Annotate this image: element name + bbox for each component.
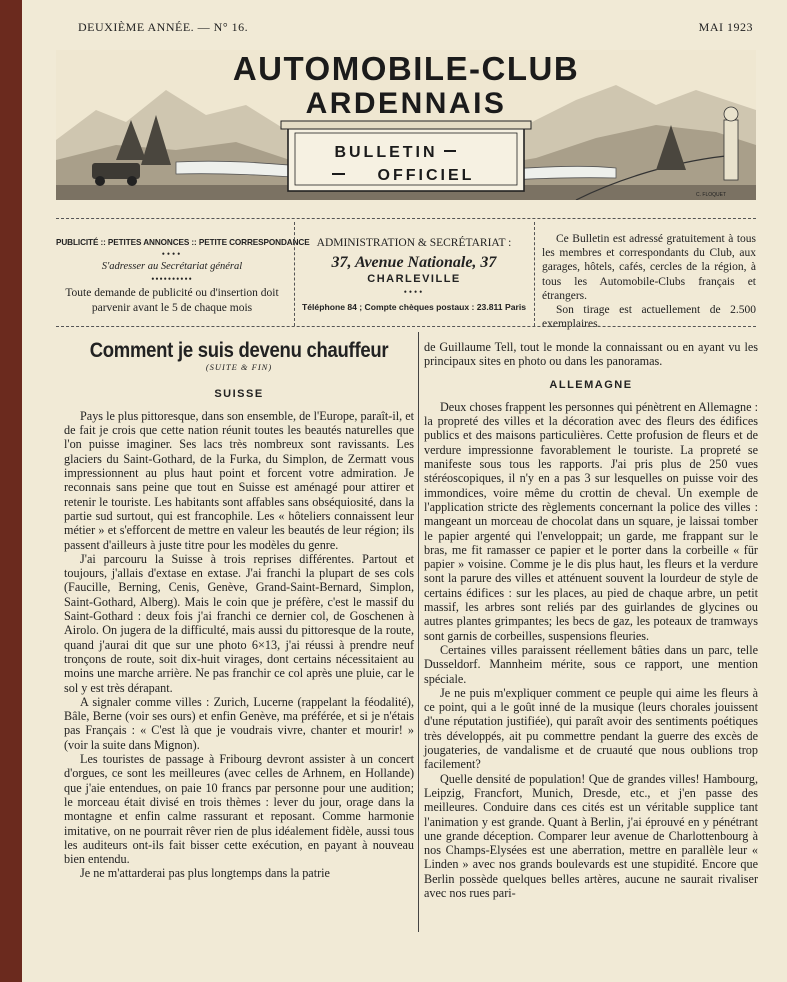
print-run-text: Son tirage est actuellement de 2.500 exemplaires. — [542, 304, 756, 331]
services-line: PUBLICITÉ :: PETITES ANNONCES :: PETITE CORRESPONDANCE — [56, 238, 310, 247]
paragraph: Deux choses frappent les personnes qui pénètrent en Allemagne : la propreté des villes et la décoration avec des fleurs des édifices publics et des maisons particulières. Cette profusion de fleurs et de verdure impressionne favorablement le touriste. La propreté se manifeste sous tous les rapports. J'ai pris plus de 250 vues stéréoscopiques, il n'y en a pas 3 sur lesquelles on puisse voir des immondices, voire même du crottin de cheval. Un exemple de l'application stricte des règlements concernant la police des villes : mangeant un morceau de chocolat dans un square, je laissai tomber le papier argenté qui l'enveloppait; un garde, me frappant sur le bras, me fit ramasser ce papier et le porter dans la corbeille « für papier » voisine. Comme je le dis plus haut, les fleurs et la verdure sont la parure des villes et atténuent souvent la lourdeur de style de certains édifices : sur les places, au pied de chaque arbre, un petit massif, les arbres sont reliés par des guirlandes de glycines ou autres plantes grimpantes; les becs de gaz, les poteaux de tramways sont garnis de corbeilles, suspensions fleuries. — [424, 399, 758, 643]
advertising-box: PUBLICITÉ :: PETITES ANNONCES :: PETITE CORRESPONDANCE •••• S'adresser au Secrétariat général •••••••••• Toute demande de publicité ou d'insertion doit parvenir avant le 5 de chaque mois — [56, 238, 310, 314]
masthead-title-2: ARDENNAIS — [305, 87, 507, 120]
newspaper-page — [22, 0, 787, 982]
officiel-label: OFFICIEL — [377, 167, 475, 184]
paragraph: Je ne puis m'expliquer comment ce peuple qui aime les fleurs à ce point, qui a le goût inné de la musique (leurs chorales jouissent d'une réputation justifiée), qui paraît avoir des sentiments poétiques très développés, ait pu commettre pendant la guerre des excès de jougateries, de vandalisme et de cruauté que nous oublions trop facilement? — [424, 685, 758, 772]
admin-city: CHARLEVILLE — [367, 273, 461, 286]
deadline-note: Toute demande de publicité ou d'insertion doit parvenir avant le 5 de chaque mois — [65, 287, 279, 314]
paragraph: Quelle densité de population! Que de grandes villes! Hambourg, Leipzig, Francfort, Munich, Dresde, etc., et j'en passe des meilleures. Conduire dans ces cités est un véritable supplice tant l'animation y est grande. Quant à Berlin, j'ai éprouvé en y pénétrant une grande déception. Comparer leur avenue de Charlottenbourg à nos Champs-Elysées est une aberration, mettre en parallèle leur « Linden » avec nos grands boulevards est une stupidité. Encore que Berlin possède quelques belles artères, aucune ne saurait rivaliser avec nos rues pari- — [424, 771, 758, 900]
paragraph: A signaler comme villes : Zurich, Lucerne (rappelant la féodalité), Bâle, Berne (voir ses ours) et enfin Genève, ma préférée, et si je n'étais pas Français : « C'est là que je voudrais vivre, chanter et mourir! » (voir la suite dans Mignon). — [64, 694, 414, 752]
top-dashed-rule — [56, 218, 756, 219]
article-column-2 — [424, 340, 758, 900]
paragraph: J'ai parcouru la Suisse à trois reprises différentes. Partout et toujours, j'allais d'extase en extase. J'ai franchi la plupart de ses cols (Faucille, Berning, Cenis, Genève, Grand-Saint-Bernard, Simplon, Saint-Gothard, Alberg). Mais le coin que je préfère, c'est le massif du Saint-Gothard : deux fois j'ai franchi ce dernier col, de Goschenen à Airolo. On jugera de la difficulté, mais aussi du pittoresque de la route, quand j'aurai dit que sur une photo 6×13, j'ai réussi à prendre neuf tronçons de route, soit dix-huit virages, dont certains nécessitaient au moins une marche arrière. Ne pas franchir ce col après une pluie, car le sol y est très dérapant. — [64, 551, 414, 695]
admin-street: 37, Avenue Nationale, 37 — [331, 254, 497, 272]
paragraph: Pays le plus pittoresque, dans son ensemble, de l'Europe, paraît-il, et de fait je crois que cette nation réunit toutes les beautés naturelles que l'on puisse imaginer. Ses lacs très nombreux sont ravissants. Les glaciers du Saint-Gothard, de la Furka, du Simplon, de Zermatt vous impressionnent au plus haut point et forcent votre admiration. Je reconnais sans peine que tout en Suisse est aménagé pour attirer et retenir le touriste. Les habitants sont affables sans obséquiosité, dans la partie sud surtout, qui est francophile. Les « hôteliers connaissent leur métier » et s'efforcent de mettre en valeur les beautés de leur région; ils passent d'ailleurs à juste titre pour les modèles du genre. — [64, 408, 414, 552]
admin-contact: Téléphone 84 ; Compte chèques postaux : 23.811 Paris — [302, 301, 526, 312]
admin-heading: ADMINISTRATION & SECRÉTARIAT : — [316, 237, 512, 249]
artist-signature: C. FLOQUET — [696, 192, 727, 198]
paragraph: Certaines villes paraissent réellement bâties dans un parc, telle Dusseldorf. Mannheim mérite, sous ce rapport, une mention spéciale. — [424, 642, 758, 686]
section-heading-allemagne: ALLEMAGNE — [549, 378, 633, 391]
article-title: Comment je suis devenu chauffeur — [89, 339, 389, 362]
issue-number: DEUXIÈME ANNÉE. — N° 16. — [78, 20, 249, 34]
article-subtitle: (SUITE & FIN) — [205, 362, 273, 373]
distribution-text: Ce Bulletin est adressé gratuitement à tous les membres et correspondants du Club, aux garages, hôtels, cafés, cercles de la région, à tous les Automobile-Clubs français et étrangers. — [542, 233, 756, 302]
page-header — [78, 20, 753, 35]
administration-box: ADMINISTRATION & SECRÉTARIAT : 37, Avenue Nationale, 37 CHARLEVILLE •••• Téléphone 84 ; Compte chèques postaux : 23.811 Paris — [300, 222, 528, 324]
section-heading-suisse: SUISSE — [214, 387, 264, 400]
secretariat-contact: S'adresser au Secrétariat général — [101, 261, 243, 273]
info-bar — [56, 222, 756, 331]
article-column-1 — [64, 340, 414, 881]
paragraph: Je ne m'attarderai pas plus longtemps dans la patrie — [80, 866, 330, 881]
distribution-box — [542, 222, 756, 331]
masthead-banner — [56, 50, 756, 200]
paragraph: Les touristes de passage à Fribourg devront assister à un concert d'orgues, ce sont les meilleures (avec celles de Arhnem, en Hollande) que j'aie entendues, on paie 10 francs par personne pour une audition; le morceau était divisé en trois thèmes : lever du jour, orage dans la montagne et enfin calme rassurant et reposant. Comme harmonie imitative, on ne pourrait rêver rien de plus idéalement fidèle, aussi tous les auditeurs ont-ils fait bisser cette exécution, en payant à nouveau bien entendu. — [64, 752, 414, 867]
bottom-dashed-rule — [56, 326, 756, 327]
column-divider — [418, 332, 419, 932]
paragraph: de Guillaume Tell, tout le monde la connaissant ou en ayant vu les principaux sites en photo ou dans les panoramas. — [424, 340, 758, 369]
bulletin-label: BULLETIN — [334, 144, 438, 161]
masthead-title-1: AUTOMOBILE-CLUB — [232, 50, 580, 87]
issue-date: MAI 1923 — [698, 20, 753, 34]
